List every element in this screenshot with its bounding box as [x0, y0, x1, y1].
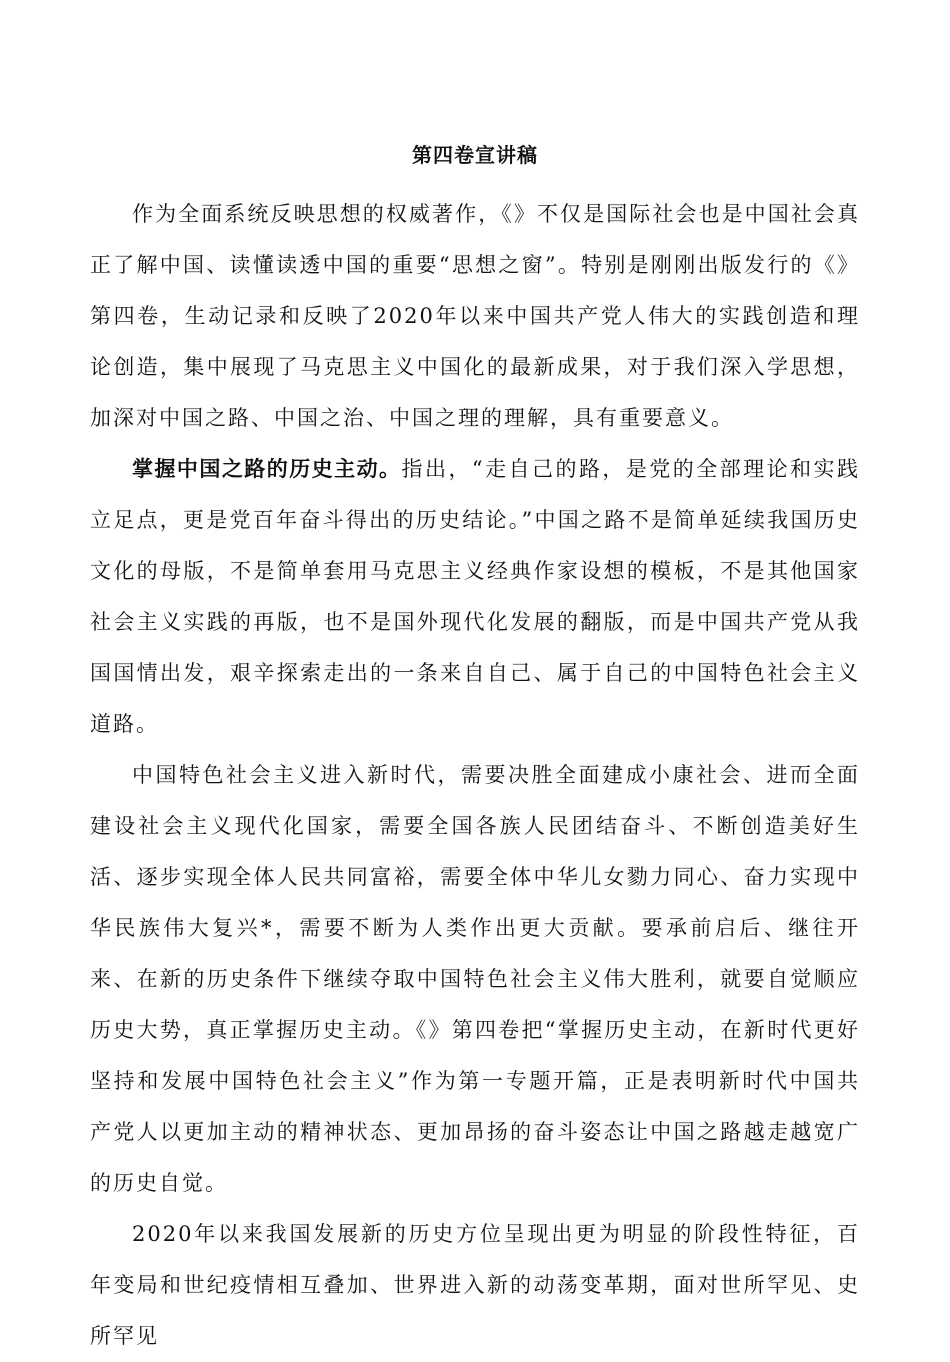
paragraph-intro	[90, 189, 860, 444]
paragraph-text: 2020年以来我国发展新的历史方位呈现出更为明显的阶段性特征，百年变局和世纪疫情相互叠加、世界进入新的动荡变革期，面对世所罕见、史所罕见	[90, 1222, 860, 1348]
paragraph-text: 作为全面系统反映思想的权威著作，《》不仅是国际社会也是中国社会真正了解中国、读懂读透中国的重要“思想之窗”。特别是刚刚出版发行的《》第四卷，生动记录和反映了2020年以来中国共产党人伟大的实践创造和理论创造，集中展现了马克思主义中国化的最新成果，对于我们深入学思想，加深对中国之路、中国之治、中国之理的理解，具有重要意义。	[90, 202, 860, 430]
document-body	[90, 189, 860, 1362]
document-title: 第四卷宣讲稿	[412, 143, 538, 167]
paragraph-new-era	[90, 750, 860, 1209]
paragraph-text: 指出，“走自己的路，是党的全部理论和实践立足点，更是党百年奋斗得出的历史结论。”中国之路不是简单延续我国历史文化的母版，不是简单套用马克思主义经典作家设想的模板，不是其他国家社会主义实践的再版，也不是国外现代化发展的翻版，而是中国共产党从我国国情出发，艰辛探索走出的一条来自自己、属于自己的中国特色社会主义道路。	[90, 457, 861, 736]
paragraph-lead-heading: 掌握中国之路的历史主动。	[132, 457, 402, 481]
paragraph-2020	[90, 1209, 860, 1362]
paragraph-china-road	[90, 444, 860, 750]
paragraph-text: 中国特色社会主义进入新时代，需要决胜全面建成小康社会、进而全面建设社会主义现代化国家，需要全国各族人民团结奋斗、不断创造美好生活、逐步实现全体人民共同富裕，需要全体中华儿女勠力同心、奋力实现中华民族伟大复兴*，需要不断为人类作出更大贡献。要承前启后、继往开来、在新的历史条件下继续夺取中国特色社会主义伟大胜利，就要自觉顺应历史大势，真正掌握历史主动。《》第四卷把“掌握历史主动，在新时代更好坚持和发展中国特色社会主义”作为第一专题开篇，正是表明新时代中国共产党人以更加主动的精神状态、更加昂扬的奋斗姿态让中国之路越走越宽广的历史自觉。	[90, 763, 860, 1195]
